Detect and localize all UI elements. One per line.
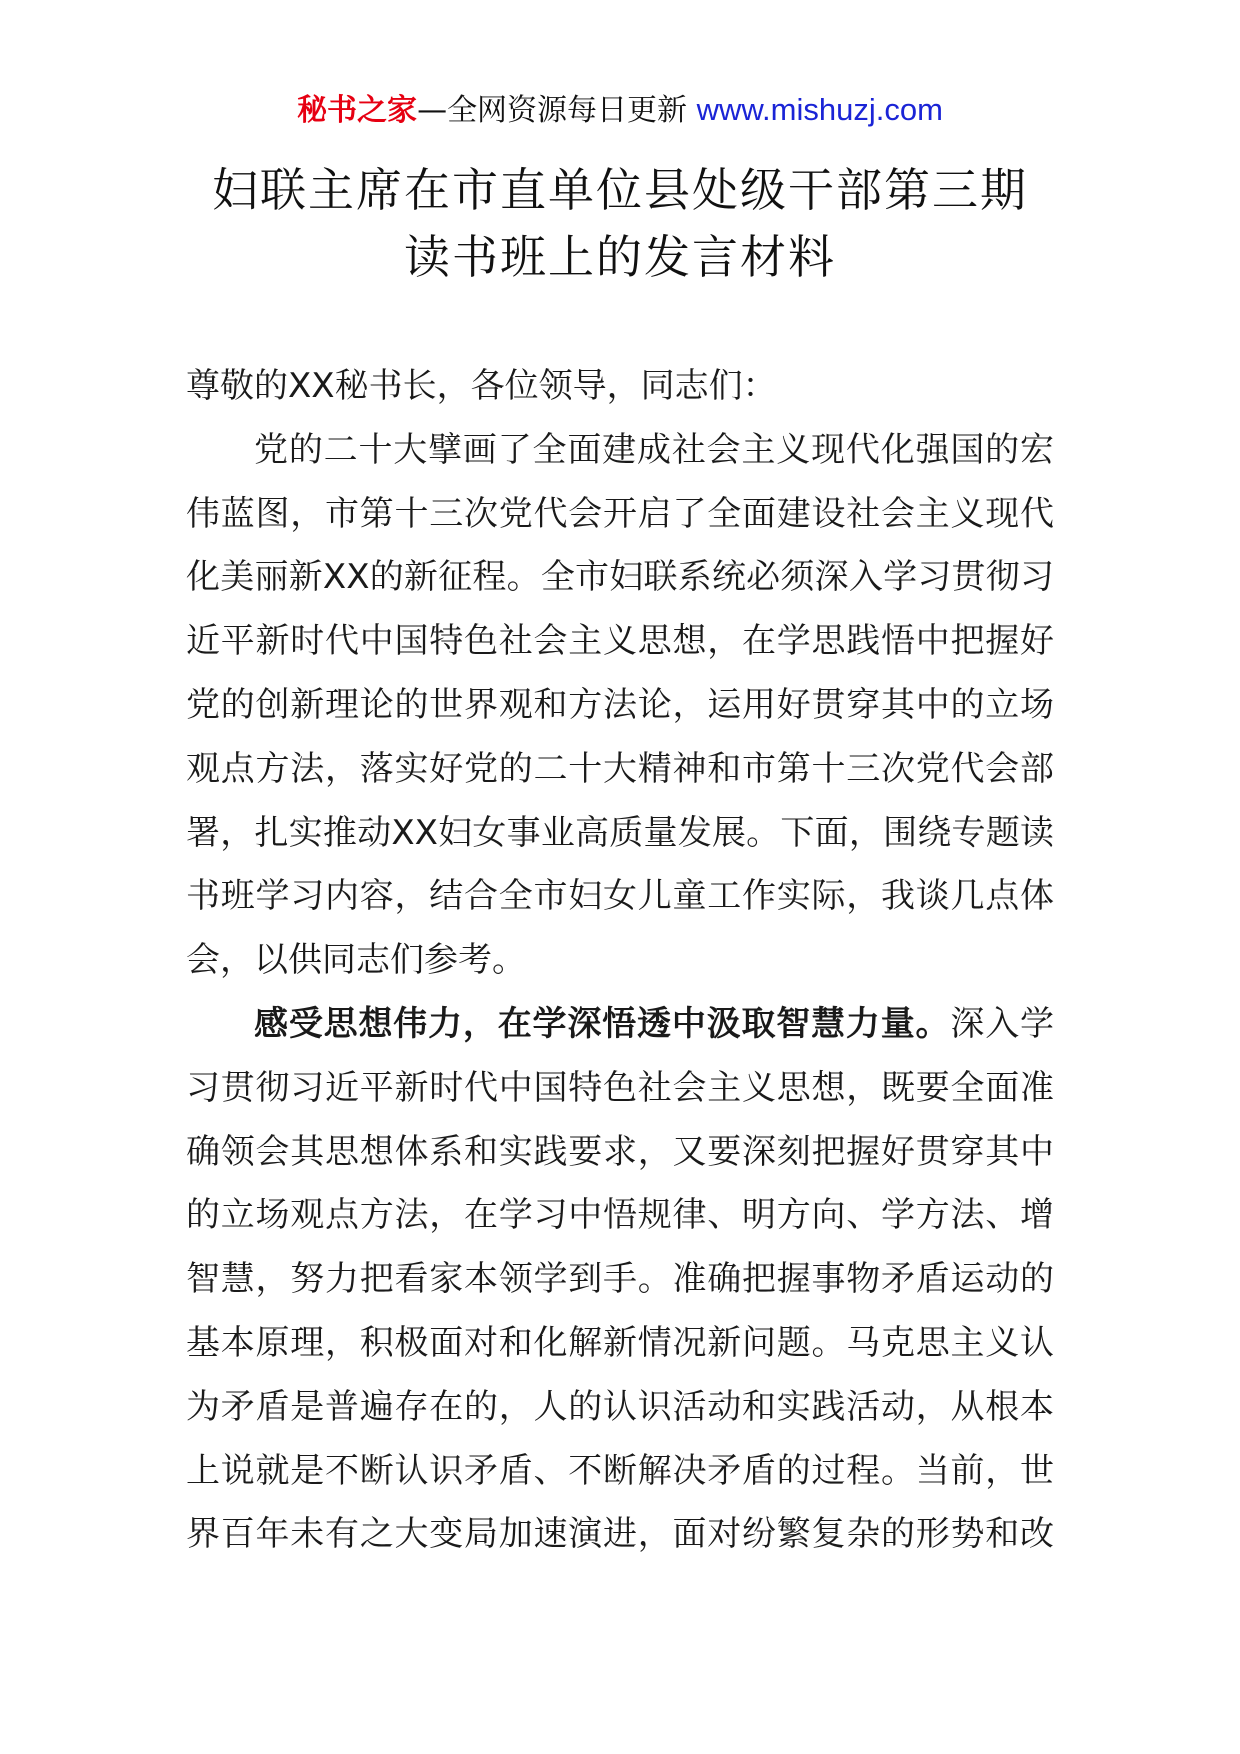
paragraph-2-line: 智慧，努力把看家本领学到手。准确把握事物矛盾运动的	[186, 1259, 1054, 1300]
document-body	[186, 355, 1054, 1567]
paragraph-2-line: 为矛盾是普遍存在的，人的认识活动和实践活动，从根本	[186, 1386, 1054, 1427]
brand-name: 秘书之家	[297, 93, 418, 128]
site-banner	[0, 92, 1240, 129]
paragraph-2-line: 上说就是不断认识矛盾、不断解决矛盾的过程。当前，世	[186, 1450, 1054, 1491]
paragraph-2-line: 确领会其思想体系和实践要求，又要深刻把握好贯穿其中	[186, 1131, 1054, 1172]
paragraph-1-line: 观点方法，落实好党的二十大精神和市第十三次党代会部	[186, 748, 1054, 789]
site-url-link[interactable]: www.mishuzj.com	[696, 92, 943, 127]
document-title-line-2: 读书班上的发言材料	[404, 230, 836, 284]
paragraph-2-line: 习贯彻习近平新时代中国特色社会主义思想，既要全面准	[186, 1067, 1054, 1108]
paragraph-2-lead: 感受思想伟力，在学深悟透中汲取智慧力量。	[254, 1003, 951, 1044]
paragraph-1-line: 伟蓝图，市第十三次党代会开启了全面建设社会主义现代	[186, 493, 1054, 534]
paragraph-1-line: 署，扎实推动XX妇女事业高质量发展。下面，围绕专题读	[186, 812, 1054, 853]
paragraph-1-line: 书班学习内容，结合全市妇女儿童工作实际，我谈几点体	[186, 876, 1054, 917]
banner-tagline: —全网资源每日更新	[417, 93, 688, 128]
paragraph-2-line: 基本原理，积极面对和化解新情况新问题。马克思主义认	[186, 1322, 1054, 1363]
paragraph-1-line: 党的创新理论的世界观和方法论，运用好贯穿其中的立场	[186, 684, 1054, 725]
paragraph-1-line: 化美丽新XX的新征程。全市妇联系统必须深入学习贯彻习	[186, 557, 1054, 598]
paragraph-2-first-line	[186, 993, 1054, 1057]
paragraph-2-line: 的立场观点方法，在学习中悟规律、明方向、学方法、增	[186, 1195, 1054, 1236]
salutation: 尊敬的XX秘书长，各位领导，同志们：	[186, 366, 777, 406]
paragraph-2-first-rest: 深入学	[950, 1003, 1055, 1044]
document-title-line-1: 妇联主席在市直单位县处级干部第三期	[212, 163, 1028, 217]
paragraph-1-line: 近平新时代中国特色社会主义思想，在学思践悟中把握好	[186, 621, 1054, 662]
paragraph-2-line: 界百年未有之大变局加速演进，面对纷繁复杂的形势和改	[186, 1514, 1054, 1555]
paragraph-1-line: 会，以供同志们参考。	[186, 940, 526, 981]
paragraph-1-line: 党的二十大擘画了全面建成社会主义现代化强国的宏	[254, 429, 1054, 470]
